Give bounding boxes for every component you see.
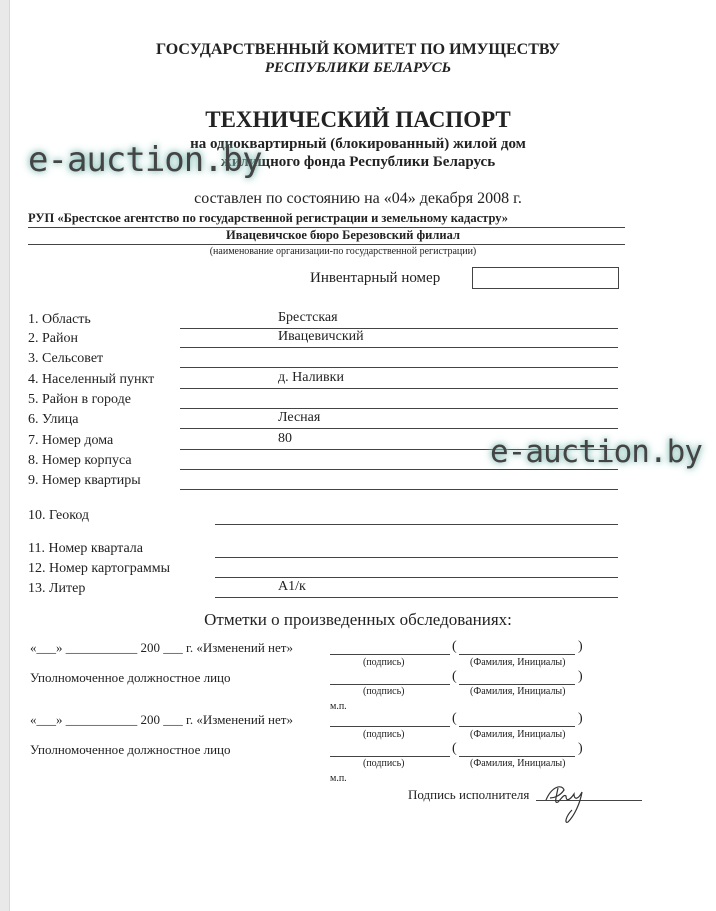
open-paren: ( xyxy=(452,711,457,726)
signature-caption: (подпись) xyxy=(363,758,405,769)
official-label: Уполномоченное должностное лицо xyxy=(30,670,231,685)
inspection-date-row: «___» ___________ 200 ___ г. «Изменений нет» xyxy=(30,640,293,655)
field-line xyxy=(215,557,618,558)
field-line xyxy=(180,388,618,389)
watermark-1: e-auction.by xyxy=(28,140,262,180)
field-line xyxy=(180,428,618,429)
field-value: Лесная xyxy=(278,410,321,425)
org-note: (наименование организации-по государственной регистрации) xyxy=(209,246,477,257)
org-line-2: Ивацевичское бюро Березовский филиал xyxy=(226,228,460,242)
official-label: Уполномоченное должностное лицо xyxy=(30,742,231,757)
signature-line xyxy=(330,654,450,655)
watermark-2: e-auction.by xyxy=(490,434,702,470)
signature-caption: (подпись) xyxy=(363,686,405,697)
subtitle-2: жилищного фонда Республики Беларусь xyxy=(220,154,496,170)
field-label: 10. Геокод xyxy=(28,508,90,523)
field-label: 7. Номер дома xyxy=(28,433,114,448)
field-value: д. Наливки xyxy=(278,370,344,385)
field-line xyxy=(180,347,618,348)
field-value: Ивацевичский xyxy=(278,329,364,344)
close-paren: ) xyxy=(578,639,583,654)
field-line xyxy=(180,489,618,490)
name-line xyxy=(459,726,575,727)
header-line2: РЕСПУБЛИКИ БЕЛАРУСЬ xyxy=(264,60,452,76)
close-paren: ) xyxy=(578,669,583,684)
field-value: А1/к xyxy=(278,579,306,594)
field-label: 3. Сельсовет xyxy=(28,351,104,366)
inventory-label: Инвентарный номер xyxy=(310,270,441,286)
field-line xyxy=(180,367,618,368)
org-line-2-rule xyxy=(28,244,625,245)
name-line xyxy=(459,684,575,685)
field-label: 2. Район xyxy=(28,331,78,346)
close-paren: ) xyxy=(578,741,583,756)
field-label: 6. Улица xyxy=(28,412,79,427)
open-paren: ( xyxy=(452,741,457,756)
inspection-date-row: «___» ___________ 200 ___ г. «Изменений нет» xyxy=(30,712,293,727)
name-caption: (Фамилия, Инициалы) xyxy=(470,686,566,697)
field-label: 13. Литер xyxy=(28,581,86,596)
subtitle-1: на одноквартирный (блокированный) жилой дом xyxy=(190,136,526,152)
open-paren: ( xyxy=(452,669,457,684)
seal-mark: м.п. xyxy=(330,773,347,784)
signature-caption: (подпись) xyxy=(363,729,405,740)
name-caption: (Фамилия, Инициалы) xyxy=(470,758,566,769)
field-value: Брестская xyxy=(278,310,338,325)
field-line xyxy=(215,597,618,598)
field-label: 9. Номер квартиры xyxy=(28,473,141,488)
signature-line xyxy=(330,684,450,685)
field-line xyxy=(180,328,618,329)
signature-line xyxy=(330,726,450,727)
name-line xyxy=(459,654,575,655)
inventory-number-box xyxy=(472,267,619,289)
seal-mark: м.п. xyxy=(330,701,347,712)
close-paren: ) xyxy=(578,711,583,726)
inspections-title: Отметки о произведенных обследованиях: xyxy=(204,610,512,629)
field-label: 11. Номер квартала xyxy=(28,541,143,556)
header-line1: ГОСУДАРСТВЕННЫЙ КОМИТЕТ ПО ИМУЩЕСТВУ xyxy=(155,41,560,58)
signature-line xyxy=(330,756,450,757)
field-label: 1. Область xyxy=(28,312,91,327)
field-line xyxy=(215,577,618,578)
name-caption: (Фамилия, Инициалы) xyxy=(470,657,566,668)
field-label: 5. Район в городе xyxy=(28,392,131,407)
date-line: составлен по состоянию на «04» декабря 2008 г. xyxy=(194,190,522,207)
document-title: ТЕХНИЧЕСКИЙ ПАСПОРТ xyxy=(205,107,511,132)
field-label: 8. Номер корпуса xyxy=(28,453,132,468)
org-line-1: РУП «Брестское агентство по государственной регистрации и земельному кадастру» xyxy=(28,211,509,225)
open-paren: ( xyxy=(452,639,457,654)
field-value: 80 xyxy=(278,431,292,446)
name-caption: (Фамилия, Инициалы) xyxy=(470,729,566,740)
executor-label: Подпись исполнителя xyxy=(408,787,530,802)
field-line xyxy=(180,408,618,409)
field-label: 4. Населенный пункт xyxy=(28,372,155,387)
name-line xyxy=(459,756,575,757)
field-label: 12. Номер картограммы xyxy=(28,561,171,576)
field-line xyxy=(215,524,618,525)
executor-signature xyxy=(540,778,600,828)
signature-caption: (подпись) xyxy=(363,657,405,668)
